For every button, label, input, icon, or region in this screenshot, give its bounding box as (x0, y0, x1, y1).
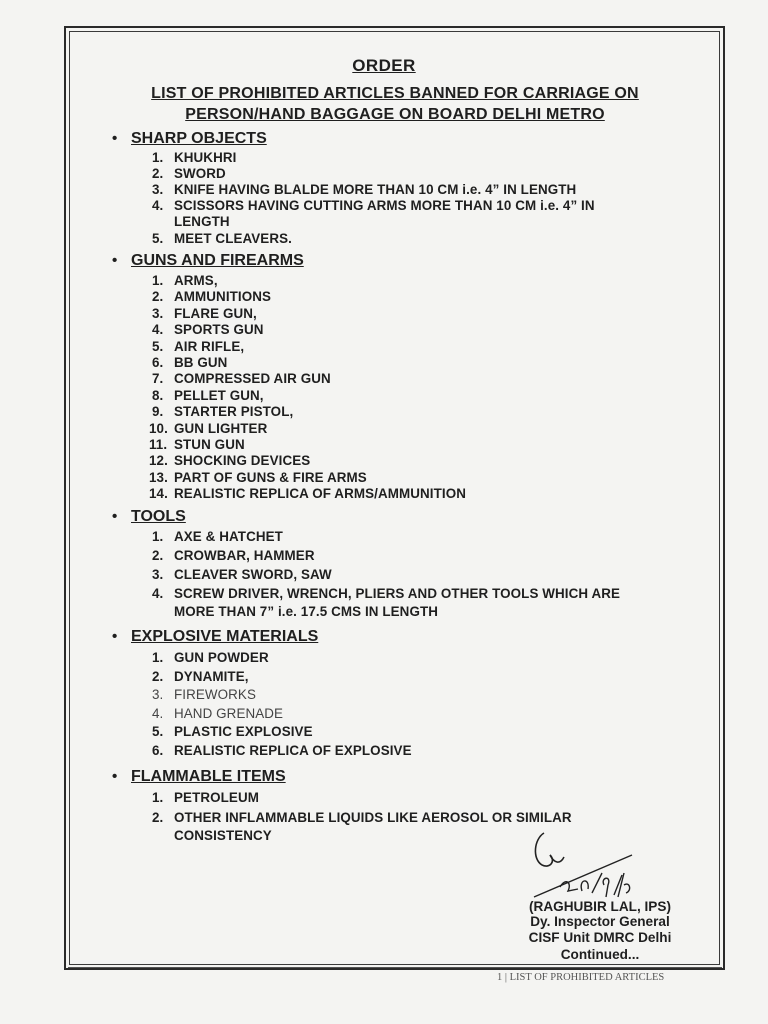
bullet-icon: • (112, 508, 118, 525)
bullet-icon: • (112, 130, 118, 147)
section-explosive-materials (112, 628, 318, 646)
section-heading: SHARP OBJECTS (131, 130, 267, 147)
subtitle-line-2: PERSON/HAND BAGGAGE ON BOARD DELHI METRO (185, 106, 605, 123)
signatory-unit: CISF Unit DMRC Delhi (528, 930, 672, 945)
section-heading: EXPLOSIVE MATERIALS (131, 628, 319, 645)
signatory-designation: Dy. Inspector General (530, 914, 670, 929)
subtitle-line-1: LIST OF PROHIBITED ARTICLES BANNED FOR CARRIAGE ON (151, 85, 639, 102)
section-heading: FLAMMABLE ITEMS (131, 768, 286, 785)
section-guns-and-firearms (112, 252, 304, 270)
document-title: ORDER (352, 56, 416, 75)
section-sharp-objects (112, 130, 267, 148)
signatory-name: (RAGHUBIR LAL, IPS) (529, 899, 671, 914)
bullet-icon: • (112, 252, 118, 269)
handwritten-signature-icon (520, 825, 650, 905)
section-flammable-items (112, 768, 286, 786)
page-footer: 1 | LIST OF PROHIBITED ARTICLES (497, 972, 665, 983)
section-tools (112, 508, 186, 526)
section-heading: TOOLS (131, 508, 186, 525)
bullet-icon: • (112, 628, 118, 645)
bullet-icon: • (112, 768, 118, 785)
section-heading: GUNS AND FIREARMS (131, 252, 304, 269)
continued-note: Continued... (560, 947, 640, 962)
footer-divider (68, 967, 722, 968)
